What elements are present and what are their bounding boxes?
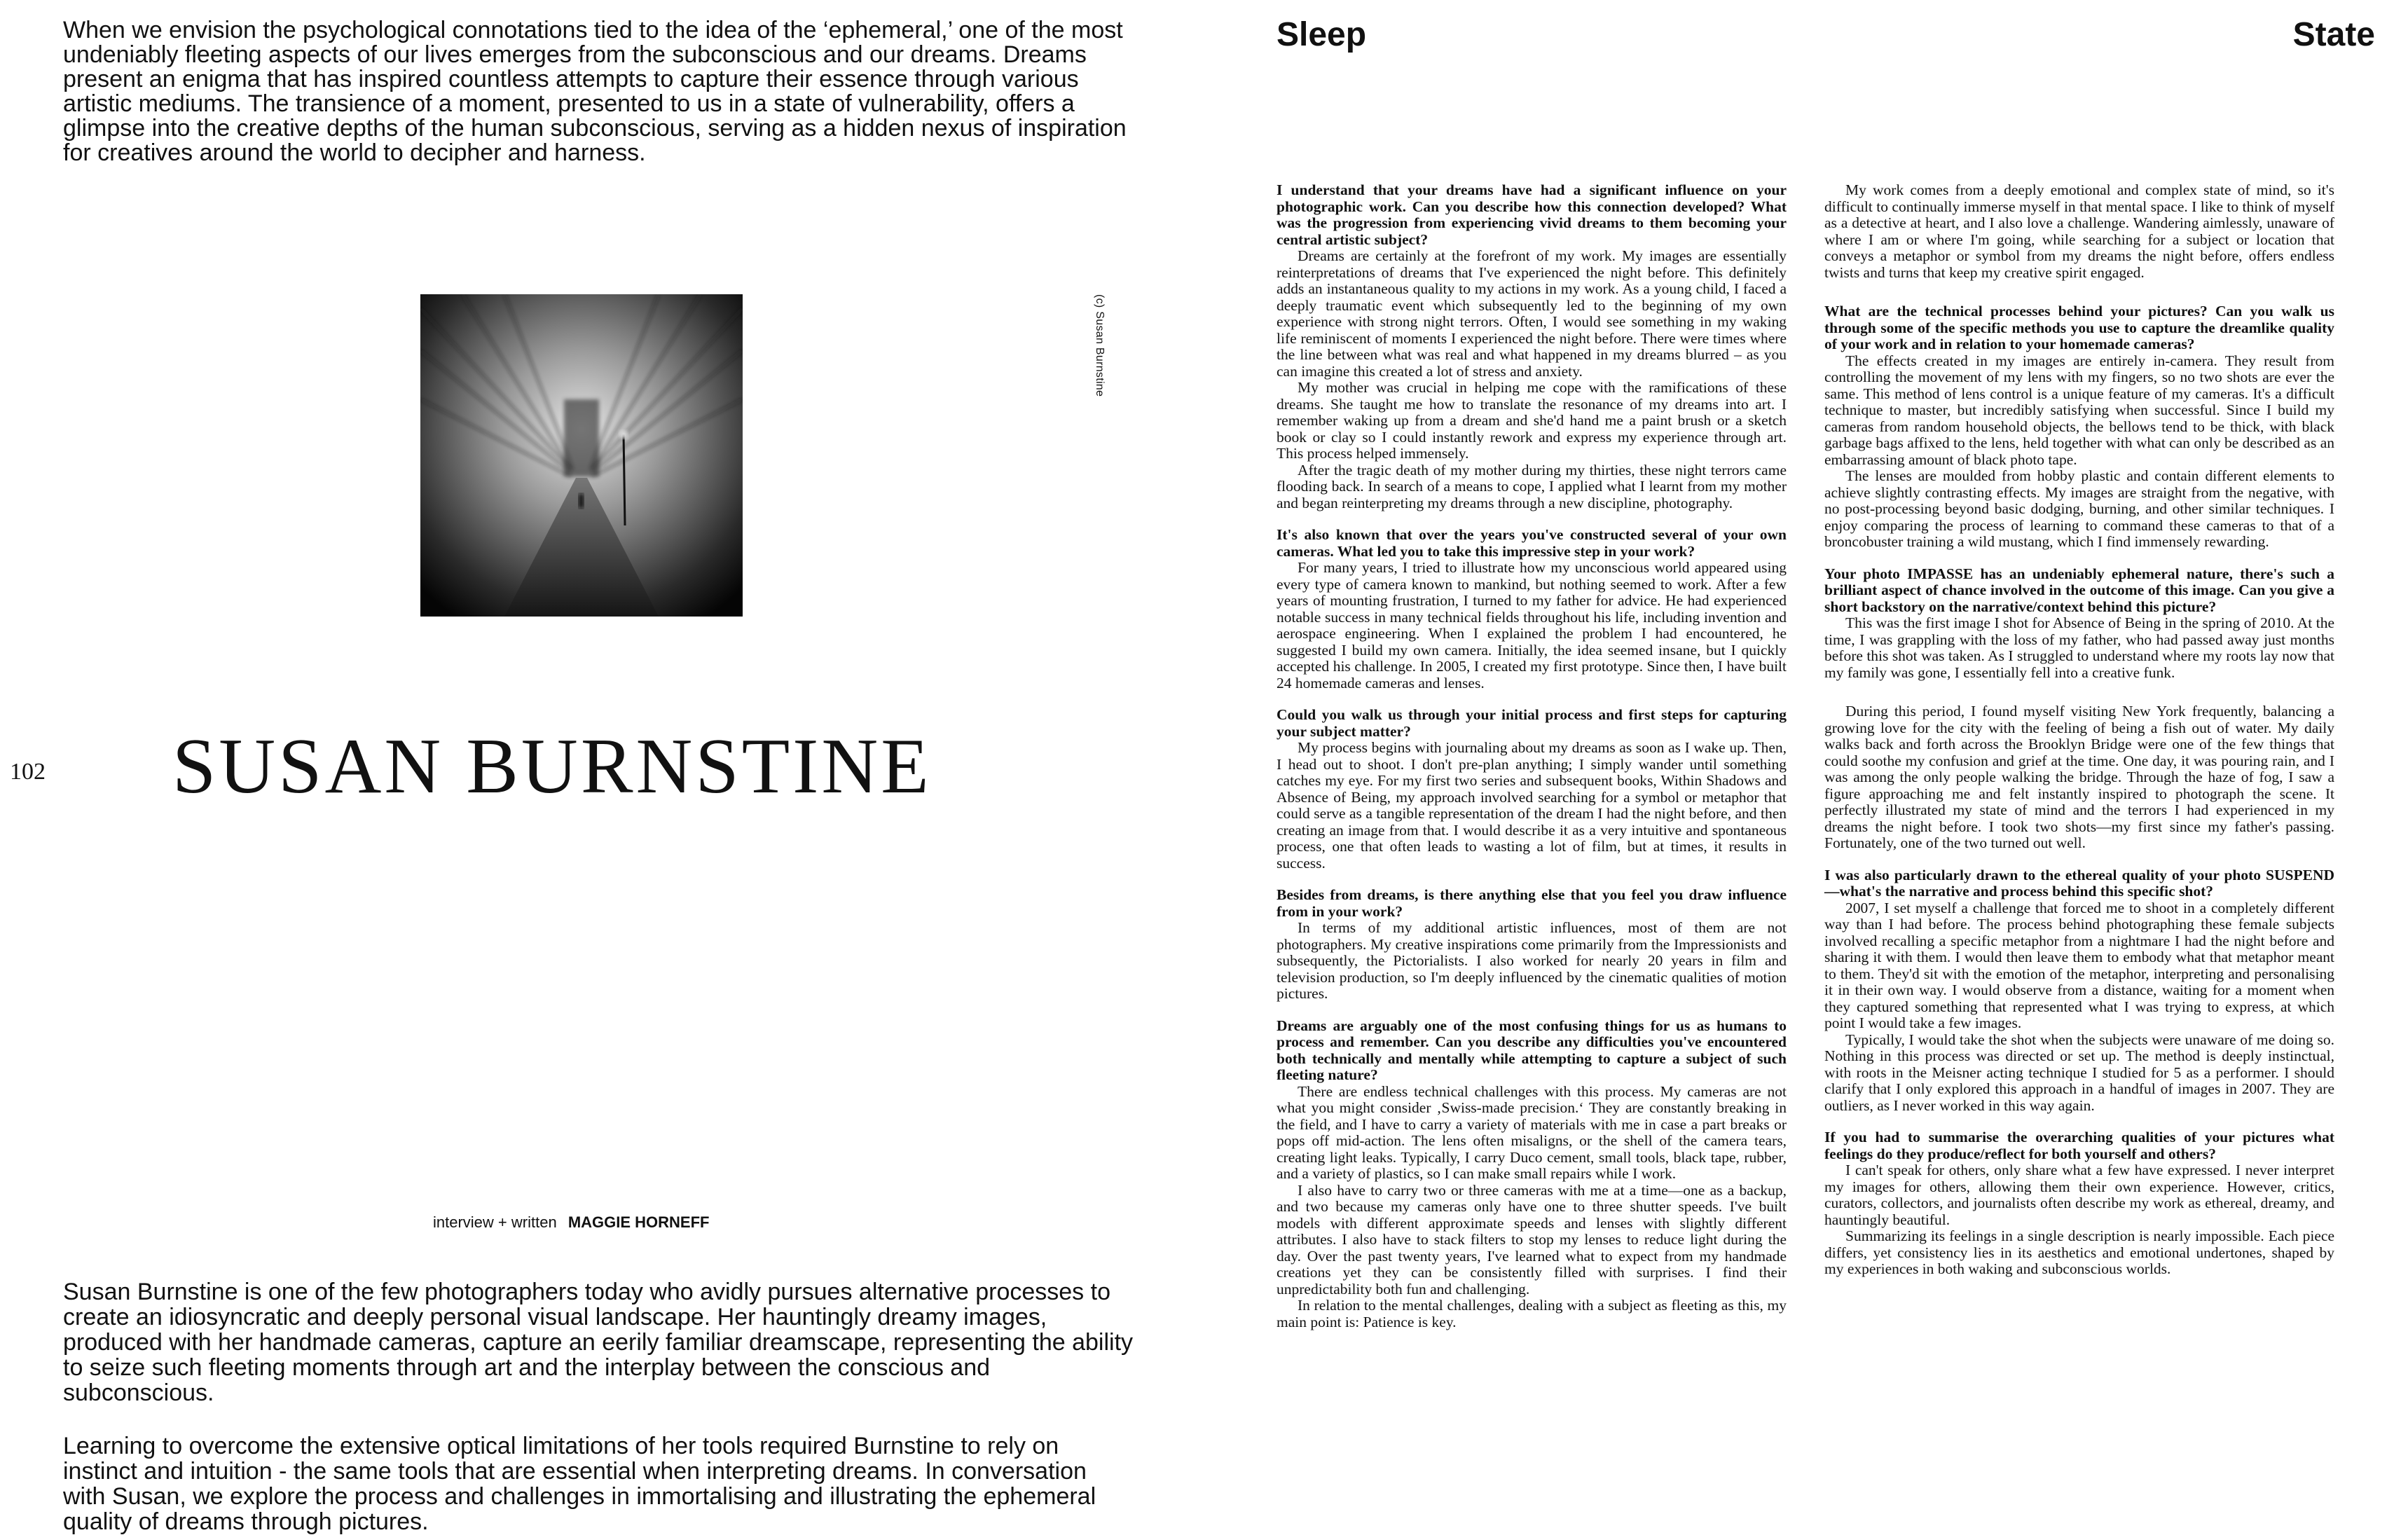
- interview-answer: My process begins with journaling about my dreams as soon as I wake up. Then, I head out to shoot. I don't pre-plan anything; I simply wander until something catches my eye. For my first two series and subsequent books, Within Shadows and Absence of Being, my approach involved searching for a symbol or metaphor that could serve as a tangible representation of the dream I had the night before, and then creating an image from that. I would describe it as a very intuitive and spontaneous process, one that often leads to wasting a lot of film, but at times, it results in success.: [1277, 739, 1787, 872]
- spacer: [1824, 551, 2334, 566]
- interview-question: I was also particularly drawn to the ethereal quality of your photo SUSPEND—what's the narrative and process behind this specific shot?: [1824, 866, 2334, 900]
- bio-paragraph-2: Learning to overcome the extensive optical limitations of her tools required Burnstine to rely on instinct and intuition - the same tools that are essential when interpreting dreams. In conversation with Susan, we explore the process and challenges in immortalising and illustrating the ephemeral quality of dreams through pictures.: [63, 1433, 1096, 1535]
- section-header-left: Sleep: [1277, 16, 1367, 53]
- spacer: [1277, 511, 1787, 527]
- interview-question: Could you walk us through your initial process and first steps for capturing your subject matter?: [1277, 706, 1787, 740]
- spacer: [1824, 1114, 2334, 1129]
- bridge-photo-image: [420, 294, 743, 617]
- interview-answer: The effects created in my images are entirely in-camera. They result from controlling the movement of my lens with my fingers, so no two shots are ever the same. This method of lens control is a unique feature of my cameras. It's a difficult technique to master, but incredibly satisfying when successful. Since I build my cameras from random household objects, the bellows tend to be thick, with black garbage bags affixed to the lens, held together with what can only be described as an embarrassing amount of black photo tape.: [1824, 352, 2334, 468]
- interview-column-right: [1824, 182, 2334, 1278]
- interview-question: It's also known that over the years you've constructed several of your own cameras. What led you to take this impressive step in your work?: [1277, 526, 1787, 560]
- interview-answer: The lenses are moulded from hobby plastic and contain different elements to achieve slightly contrasting effects. My images are straight from the negative, with no post-processing beyond basic dodging, burning, and other similar techniques. I enjoy comparing the process of learning to command these cameras to that of a broncobuster training a wild mustang, which I find immensely rewarding.: [1824, 467, 2334, 550]
- byline-prefix: interview + written: [433, 1213, 557, 1231]
- interview-answer: During this period, I found myself visiting New York frequently, balancing a growing love for the city with the feeling of being a fish out of water. My daily walks back and forth across the Brooklyn Bridge were one of the few things that could soothe my confusion and grief at the time. One day, it was pouring rain, and I was among the only people walking the bridge. Through the haze of fog, I saw a figure approaching me and felt instantly inspired to photograph the scene. It perfectly illustrated my state of mind and the terrors I had experienced in my dreams the night before. I took two shots—my first since my father's passing. Fortunately, one of the two turned out well.: [1824, 703, 2334, 851]
- interview-answer: For many years, I tried to illustrate how my unconscious world appeared using every type of camera known to mankind, but nothing seemed to work. After a few years of mounting frustration, I turned to my father for advice. He had experienced notable success in many technical fields throughout his life, including invention and aerospace engineering. When I explained the problem I had encountered, he suggested I build my own camera. Initially, the idea seemed insane, but I quickly accepted his challenge. In 2005, I created my first prototype. Since then, I have built 24 homemade cameras and lenses.: [1277, 559, 1787, 691]
- bridge-photograph: [420, 294, 743, 617]
- section-header-right: State: [2292, 16, 2375, 53]
- interview-answer: My mother was crucial in helping me cope with the ramifications of these dreams. She taught me how to translate the resonance of my dreams into art. I remember waking up from a dream and she'd hand me a paint brush or a sketch book or clay so I could instantly rework and express my experience through art. This process helped immensely.: [1277, 379, 1787, 462]
- interview-answer: Dreams are certainly at the forefront of my work. My images are essentially reinterpretations of dreams that I've experienced the night before. This definitely adds an instantaneous quality to my actions in my work. As a young child, I faced a deeply traumatic event which subsequently led to the beginning of my own experience with strong night terrors. Often, I would see something in my waking life reminiscent of moments I experienced the night before. There were times where the line between what was real and what happened in my dreams blurred – as you can imagine this created a lot of stress and anxiety.: [1277, 247, 1787, 380]
- spacer: [1277, 872, 1787, 887]
- interview-answer: This was the first image I shot for Absence of Being in the spring of 2010. At the time, I was grappling with the loss of my father, who had passed away just months before this shot was taken. As I struggled to understand where my roots lay now that my family was gone, I essentially fell into a creative funk.: [1824, 614, 2334, 681]
- interview-answer: I also have to carry two or three cameras with me at a time—one as a backup, and two because my cameras only have one to three shutter speeds. I've built models with different approximate speeds and lenses with slightly different attributes. I also have to stack filters to stop my lenses to reduce light during the day. Over the past twenty years, I've learned what to expect from my handmade creations yet they can be consistently filled with surprises. I find their unpredictability both fun and challenging.: [1277, 1181, 1787, 1297]
- interview-question: If you had to summarise the overarching qualities of your pictures what feelings do they produce/reflect for both yourself and others?: [1824, 1129, 2334, 1162]
- interview-answer: In relation to the mental challenges, dealing with a subject as fleeting as this, my main point is: Patience is key.: [1277, 1297, 1787, 1330]
- right-page: [1204, 0, 2408, 1535]
- interview-answer: 2007, I set myself a challenge that forced me to shoot in a completely different way than I had before. The process behind photographing these female subjects involved recalling a specific metaphor from a nightmare I had the night before and sharing it with them. I would then leave them to embody what that metaphor meant to them. They'd sit with the emotion of the metaphor, interpreting and personalising it in their own way. I would observe from a distance, waiting for a moment when they captured something that represented what I was trying to express, at which point I would take a few images.: [1824, 899, 2334, 1031]
- interview-answer: Typically, I would take the shot when the subjects were unaware of me doing so. Nothing in this process was directed or set up. The method is deeply instinctual, with roots in the Meisner acting technique I studied for 5 as a performer. I should clarify that I only explored this approach in a handful of images in 2007. They are outliers, as I never worked in this way again.: [1824, 1031, 2334, 1114]
- interview-answer: I can't speak for others, only share what a few have expressed. I never interpret my images for others, allowing them their own experience. However, critics, curators, collectors, and journalists often describe my work as ethereal, dreamy, and hauntingly beautiful.: [1824, 1162, 2334, 1228]
- bio-paragraph-1: Susan Burnstine is one of the few photographers today who avidly pursues alternative processes to create an idiosyncratic and deeply personal visual landscape. Her hauntingly dreamy images, produced with her handmade cameras, capture an eerily familiar dreamscape, representing the ability to seize such fleeting moments through art and the interplay between the conscious and subconscious.: [63, 1279, 1134, 1406]
- interview-answer: There are endless technical challenges with this process. My cameras are not what you might consider ‚Swiss-made precision.‘ They are constantly breaking in the field, and I have to carry a variety of materials with me in case a part breaks or pops off mid-action. The lens often misaligns, or the shell of the camera tears, creating light leaks. Typically, I carry Duco cement, small tools, black tape, rubber, and a variety of plastics, so I can make small repairs while I work.: [1277, 1082, 1787, 1182]
- spacer: [1277, 1003, 1787, 1018]
- interview-question: What are the technical processes behind your pictures? Can you walk us through some of the specific methods you use to capture the dreamlike quality of your work and in relation to your homemade cameras?: [1824, 303, 2334, 352]
- spacer: [1824, 681, 2334, 703]
- interview-answer: In terms of my additional artistic influences, most of them are not photographers. My creative inspirations come primarily from the Impressionists and subsequently, the Pictorialists. I also worked for nearly 20 years in film and television production, so I'm deeply influenced by the cinematic qualities of motion pictures.: [1277, 919, 1787, 1002]
- interview-answer: After the tragic death of my mother during my thirties, these night terrors came flooding back. In search of a means to cope, I applied what I learnt from my mother and began reinterpreting my dreams through a new discipline, photography.: [1277, 461, 1787, 511]
- spacer: [1824, 281, 2334, 303]
- interview-question: Dreams are arguably one of the most confusing things for us as humans to process and remember. Can you describe any difficulties you've encountered both technically and mentally while attempting to capture a subject of such fleeting nature?: [1277, 1017, 1787, 1083]
- page-number: 102: [10, 759, 46, 785]
- interview-question: Your photo IMPASSE has an undeniably ephemeral nature, there's such a brilliant aspect of chance involved in the outcome of this image. Can you give a short backstory on the narrative/context behind this picture?: [1824, 565, 2334, 615]
- interview-question: I understand that your dreams have had a significant influence on your photographic work. Can you describe how this connection developed? What was the progression from experiencing vivid dreams to them becoming your central artistic subject?: [1277, 181, 1787, 248]
- spacer: [1824, 852, 2334, 867]
- byline: [433, 1213, 709, 1232]
- interview-question: Besides from dreams, is there anything else that you feel you draw influence from in your work?: [1277, 886, 1787, 920]
- interview-answer: Summarizing its feelings in a single description is nearly impossible. Each piece differs, yet consistency lies in its aesthetics and emotional undertones, shaped by my experiences in both waking and subconscious worlds.: [1824, 1227, 2334, 1277]
- interview-answer: My work comes from a deeply emotional and complex state of mind, so it's difficult to continually immerse myself in that mental space. I like to think of myself as a detective at heart, and I also love a challenge. Wandering aimlessly, unaware of where I am or where I'm going, while searching for a subject or location that conveys a metaphor or symbol from my dreams the night before, offers endless twists and turns that keep my creative spirit engaged.: [1824, 181, 2334, 281]
- interview-column-left: [1277, 182, 1787, 1330]
- intro-paragraph: When we envision the psychological connotations tied to the idea of the ‘ephemeral,’ one of the most undeniably fleeting aspects of our lives emerges from the subconscious and our dreams. Dreams present an enigma that has inspired countless attempts to capture their essence through various artistic mediums. The transience of a moment, presented to us in a state of vulnerability, offers a glimpse into the creative depths of the human subconscious, serving as a hidden nexus of inspiration for creatives around the world to decipher and harness.: [63, 17, 1127, 166]
- photo-credit: (c) Susan Burnstine: [1094, 294, 1106, 397]
- spacer: [1277, 691, 1787, 707]
- byline-author: MAGGIE HORNEFF: [567, 1213, 710, 1231]
- artist-name-title: SUSAN BURNSTINE: [172, 723, 932, 810]
